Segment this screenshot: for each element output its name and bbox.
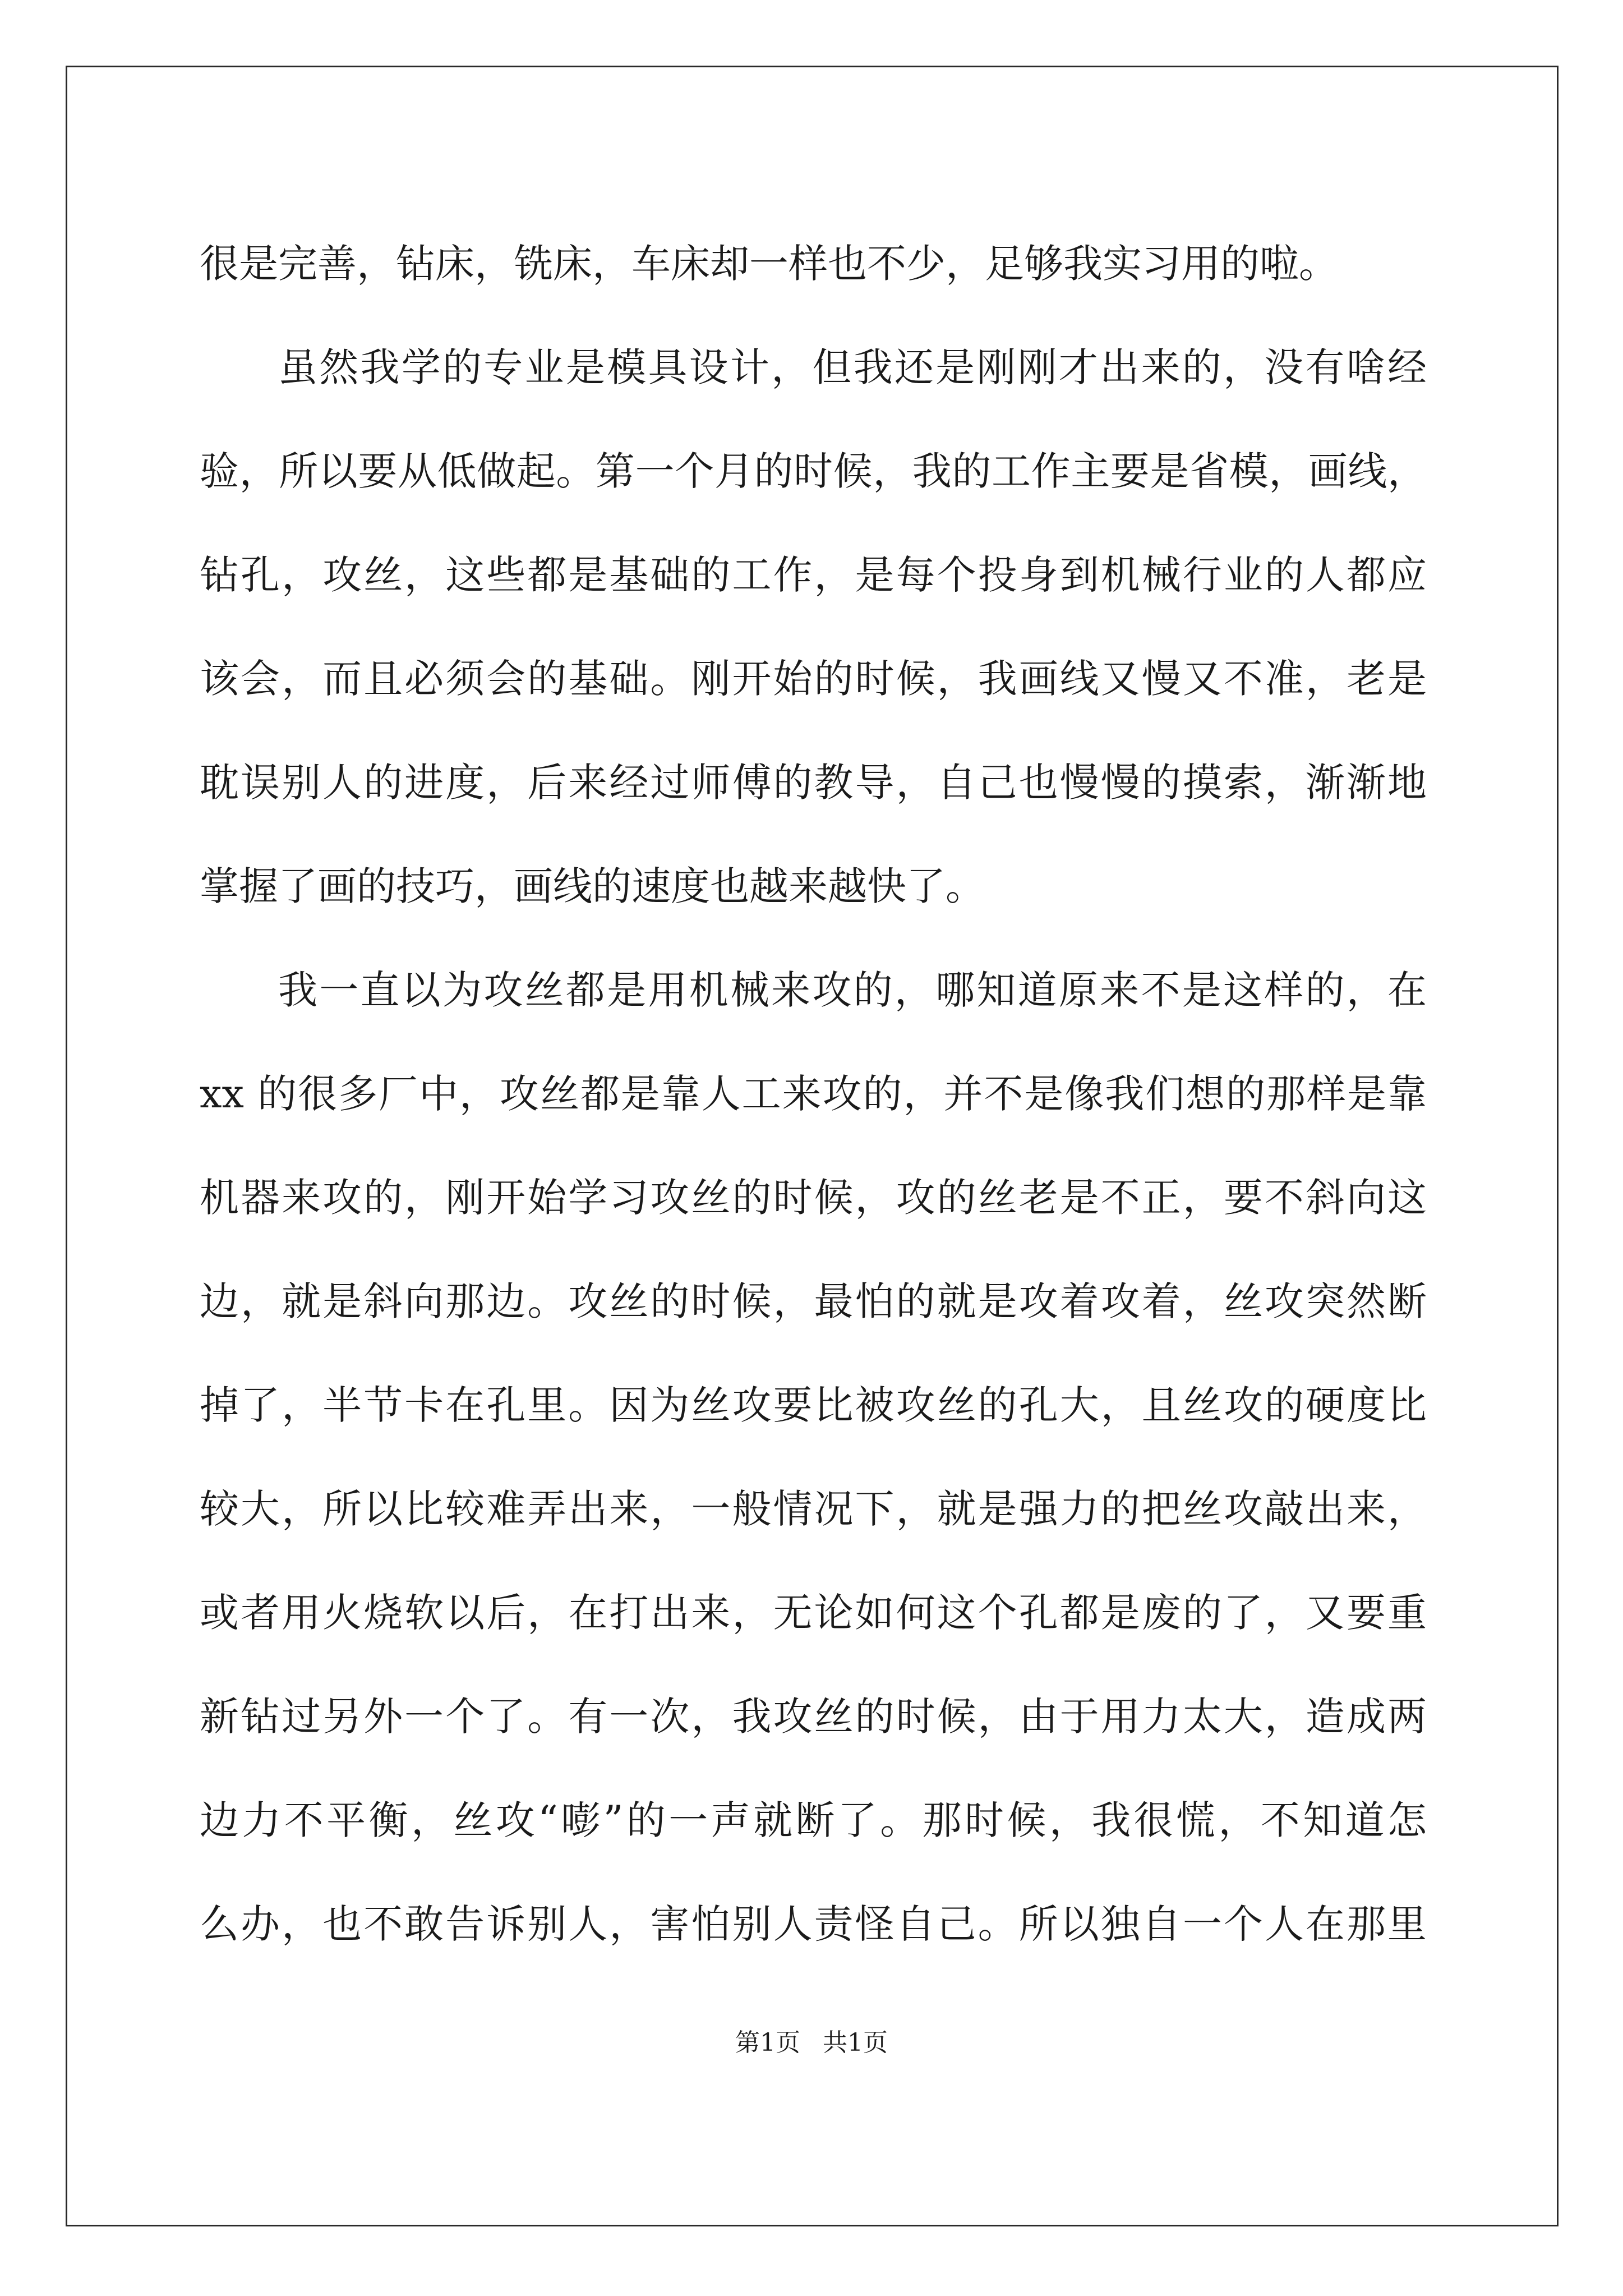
- paragraph-3-line-7: 或者用火烧软以后，在打出来，无论如何这个孔都是废的了，又要重: [200, 1590, 1427, 1636]
- paragraph-1-line-1: 很是完善，钻床，铣床，车床却一样也不少，足够我实习用的啦。: [200, 241, 1338, 287]
- paragraph-3-line-4: 边，就是斜向那边。攻丝的时候，最怕的就是攻着攻着，丝攻突然断: [200, 1278, 1427, 1324]
- page-number-current: 第1页: [735, 2028, 800, 2057]
- paragraph-2-line-1: 虽然我学的专业是模具设计，但我还是刚刚才出来的，没有啥经: [278, 344, 1427, 390]
- paragraph-2-line-6: 掌握了画的技巧，画线的速度也越来越快了。: [200, 863, 985, 909]
- paragraph-3-line-3: 机器来攻的，刚开始学习攻丝的时候，攻的丝老是不正，要不斜向这: [200, 1175, 1427, 1221]
- paragraph-3-line-9: 边力不平衡，丝攻“嘭”的一声就断了。那时候，我很慌，不知道怎: [200, 1797, 1427, 1843]
- paragraph-3-line-2: xx 的很多厂中，攻丝都是靠人工来攻的，并不是像我们想的那样是靠: [200, 1071, 1427, 1117]
- document-body: [200, 212, 1427, 1976]
- paragraph-3-line-1: 我一直以为攻丝都是用机械来攻的，哪知道原来不是这样的，在: [278, 967, 1427, 1013]
- paragraph-3-line-6: 较大，所以比较难弄出来，一般情况下，就是强力的把丝攻敲出来，: [200, 1486, 1427, 1532]
- paragraph-3-line-10: 么办，也不敢告诉别人，害怕别人责怪自己。所以独自一个人在那里: [200, 1901, 1427, 1947]
- page-footer: [0, 2026, 1623, 2060]
- page-number-total: 共1页: [823, 2028, 888, 2057]
- paragraph-2-line-4: 该会，而且必须会的基础。刚开始的时候，我画线又慢又不准，老是: [200, 656, 1427, 702]
- paragraph-3-line-8: 新钻过另外一个了。有一次，我攻丝的时候，由于用力太大，造成两: [200, 1694, 1427, 1740]
- paragraph-3-line-5: 掉了，半节卡在孔里。因为丝攻要比被攻丝的孔大，且丝攻的硬度比: [200, 1382, 1427, 1428]
- paragraph-2-line-5: 耽误别人的进度，后来经过师傅的教导，自己也慢慢的摸索，渐渐地: [200, 760, 1427, 806]
- paragraph-2-line-3: 钻孔，攻丝，这些都是基础的工作，是每个投身到机械行业的人都应: [200, 552, 1427, 598]
- paragraph-2-line-2: 验，所以要从低做起。第一个月的时候，我的工作主要是省模，画线，: [200, 448, 1427, 494]
